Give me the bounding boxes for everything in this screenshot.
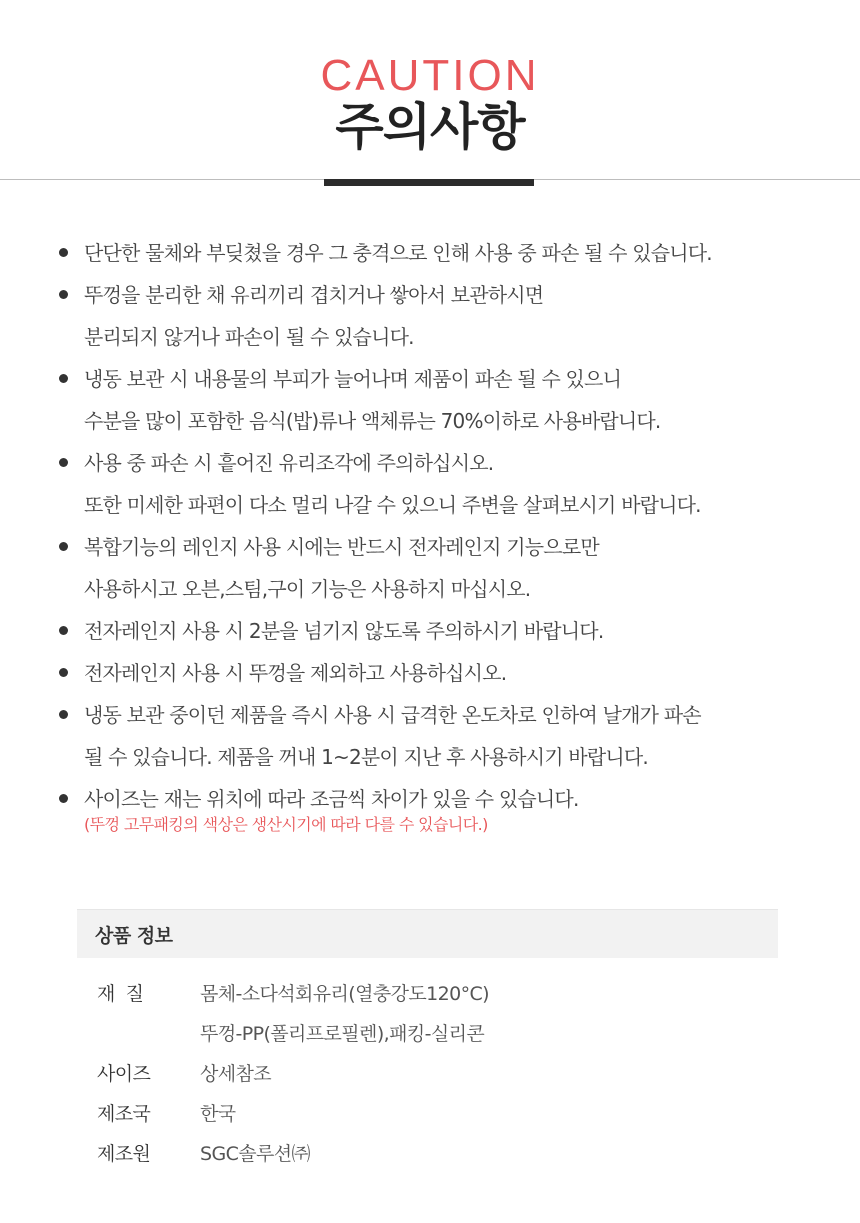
notice-text: 또한 미세한 파편이 다소 멀리 나갈 수 있으니 주변을 살펴보시기 바랍니다.: [84, 493, 701, 517]
bullet-icon: [59, 668, 68, 677]
info-values: [200, 1134, 777, 1174]
info-row: [97, 1054, 777, 1094]
info-label: 사이즈: [97, 1063, 151, 1085]
info-row: [97, 1094, 777, 1134]
info-value: 뚜껑-PP(폴리프로필렌),패킹-실리콘: [200, 1023, 485, 1045]
info-value: SGC솔루션㈜: [200, 1143, 310, 1165]
bullet-icon: [59, 542, 68, 551]
notice-text: 전자레인지 사용 시 뚜껑을 제외하고 사용하십시오.: [84, 661, 507, 685]
notice-note: (뚜껑 고무패킹의 색상은 생산시기에 따라 다를 수 있습니다.): [84, 815, 488, 834]
notice-text: 냉동 보관 중이던 제품을 즉시 사용 시 급격한 온도차로 인하여 날개가 파손: [84, 703, 701, 727]
notice-text: 수분을 많이 포함한 음식(밥)류나 액체류는 70%이하로 사용바랍니다.: [84, 409, 661, 433]
divider-accent-bar: [324, 179, 534, 186]
notice-text: 분리되지 않거나 파손이 될 수 있습니다.: [84, 325, 414, 349]
info-value: 몸체-소다석회유리(열충강도120°C): [200, 983, 489, 1005]
info-label: 제조국: [97, 1103, 151, 1125]
info-values: [200, 974, 777, 1054]
info-row: [97, 1134, 777, 1174]
bullet-icon: [59, 374, 68, 383]
bullet-icon: [59, 710, 68, 719]
notice-text: 냉동 보관 시 내용물의 부피가 늘어나며 제품이 파손 될 수 있으니: [84, 367, 622, 391]
caution-title-en: CAUTION: [320, 51, 540, 100]
notice-text: 사이즈는 재는 위치에 따라 조금씩 차이가 있을 수 있습니다.: [84, 787, 579, 811]
bullet-icon: [59, 626, 68, 635]
notice-text: 단단한 물체와 부딪쳤을 경우 그 충격으로 인해 사용 중 파손 될 수 있습니다.: [84, 241, 712, 265]
notice-item: [58, 274, 838, 358]
notice-list: [58, 232, 838, 836]
info-values: [200, 1094, 777, 1134]
info-value: 상세참조: [200, 1063, 272, 1085]
product-info-title: 상품 정보: [95, 925, 173, 947]
info-label: 재 질: [97, 983, 144, 1005]
caution-title-ko: 주의사항: [335, 98, 525, 156]
notice-item: [58, 358, 838, 442]
info-row: [97, 974, 777, 1054]
notice-item: [58, 442, 838, 526]
bullet-icon: [59, 458, 68, 467]
notice-text: 복합기능의 레인지 사용 시에는 반드시 전자레인지 기능으로만: [84, 535, 599, 559]
product-info-header: [77, 909, 778, 958]
bullet-icon: [59, 248, 68, 257]
notice-item: [58, 694, 838, 778]
info-value: 한국: [200, 1103, 236, 1125]
notice-text: 될 수 있습니다. 제품을 꺼내 1~2분이 지난 후 사용하시기 바랍니다.: [84, 745, 648, 769]
info-values: [200, 1054, 777, 1094]
notice-item: [58, 610, 838, 652]
notice-text: 뚜껑을 분리한 채 유리끼리 겹치거나 쌓아서 보관하시면: [84, 283, 544, 307]
notice-item: [58, 778, 838, 836]
bullet-icon: [59, 290, 68, 299]
product-info-table: [97, 974, 777, 1174]
notice-text: 전자레인지 사용 시 2분을 넘기지 않도록 주의하시기 바랍니다.: [84, 619, 604, 643]
notice-item: [58, 232, 838, 274]
info-label: 제조원: [97, 1143, 151, 1165]
notice-text: 사용하시고 오븐,스팀,구이 기능은 사용하지 마십시오.: [84, 577, 531, 601]
notice-item: [58, 526, 838, 610]
notice-text: 사용 중 파손 시 흩어진 유리조각에 주의하십시오.: [84, 451, 494, 475]
bullet-icon: [59, 794, 68, 803]
notice-item: [58, 652, 838, 694]
